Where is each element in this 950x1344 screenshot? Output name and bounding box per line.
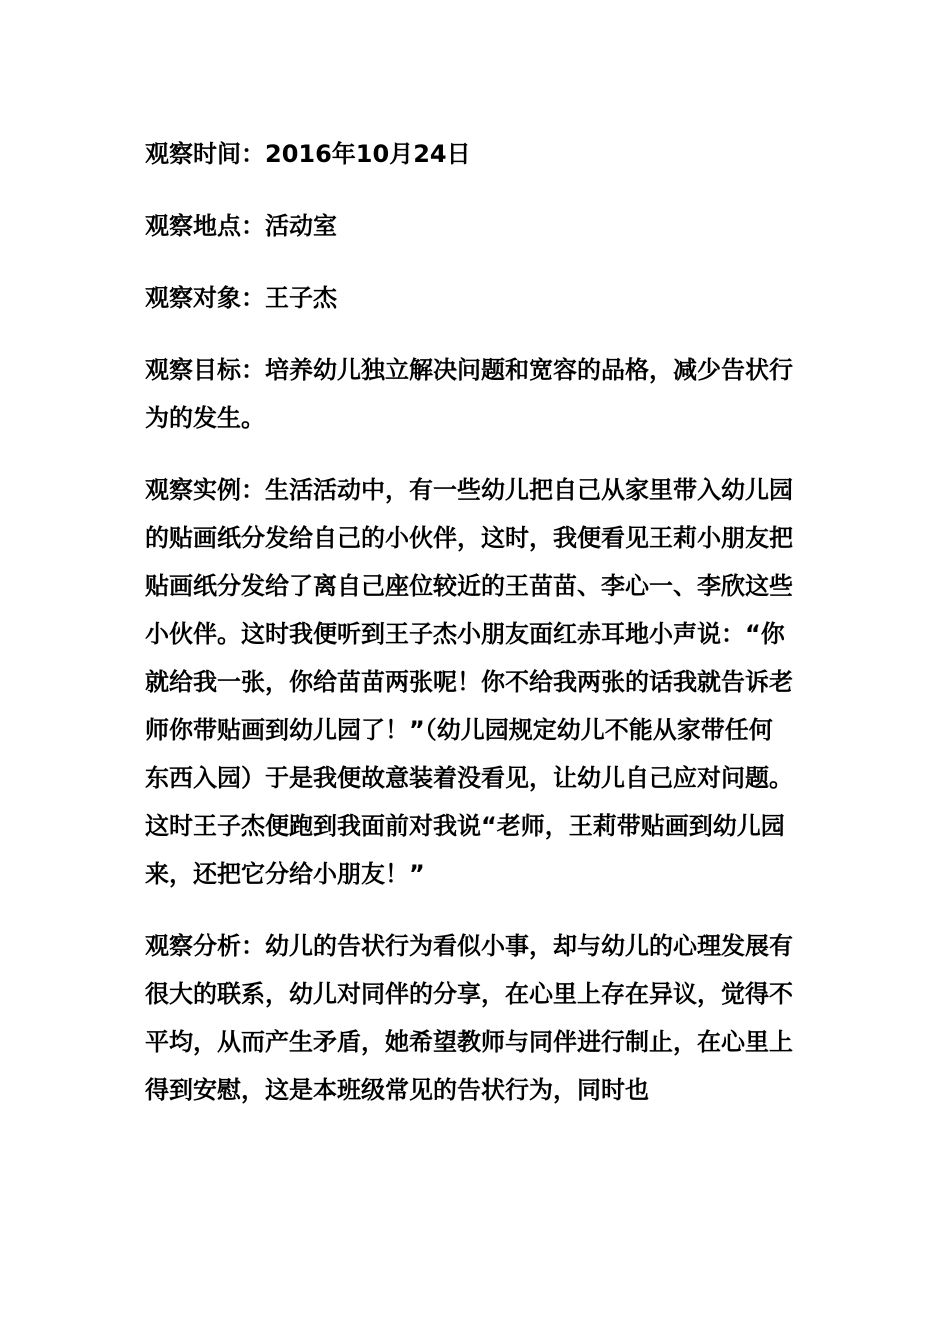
observation-goal-label: 观察目标： — [145, 356, 265, 384]
observation-location — [145, 202, 795, 250]
observation-subject-label: 观察对象： — [145, 284, 265, 312]
observation-subject — [145, 274, 795, 322]
observation-location-value: 活动室 — [265, 212, 337, 240]
observation-example — [145, 466, 795, 898]
observation-analysis-value: 幼儿的告状行为看似小事，却与幼儿的心理发展有很大的联系，幼儿对同伴的分享，在心里上存在异议，觉得不平均，从而产生矛盾，她希望教师与同伴进行制止，在心里上得到安慰，这是本班级常见的告状行为，同时也 — [145, 932, 793, 1104]
observation-goal — [145, 346, 795, 442]
observation-subject-value: 王子杰 — [265, 284, 337, 312]
observation-goal-value: 培养幼儿独立解决问题和宽容的品格，减少告状行为的发生。 — [145, 356, 793, 432]
observation-time-value: 2016年10月24日 — [265, 140, 471, 168]
observation-time-label: 观察时间： — [145, 140, 265, 168]
observation-analysis — [145, 922, 795, 1114]
observation-location-label: 观察地点： — [145, 212, 265, 240]
document-page — [145, 130, 795, 1138]
observation-analysis-label: 观察分析： — [145, 932, 265, 960]
observation-time — [145, 130, 795, 178]
observation-example-value: 生活活动中，有一些幼儿把自己从家里带入幼儿园的贴画纸分发给自己的小伙伴，这时，我便看见王莉小朋友把贴画纸分发给了离自己座位较近的王苗苗、李心一、李欣这些小伙伴。这时我便听到王子杰小朋友面红赤耳地小声说：“你就给我一张，你给苗苗两张呢！你不给我两张的话我就告诉老师你带贴画到幼儿园了！”（幼儿园规定幼儿不能从家带任何东西入园）于是我便故意装着没看见，让幼儿自己应对问题。这时王子杰便跑到我面前对我说“老师，王莉带贴画到幼儿园来，还把它分给小朋友！” — [145, 476, 793, 888]
observation-example-label: 观察实例： — [145, 476, 265, 504]
